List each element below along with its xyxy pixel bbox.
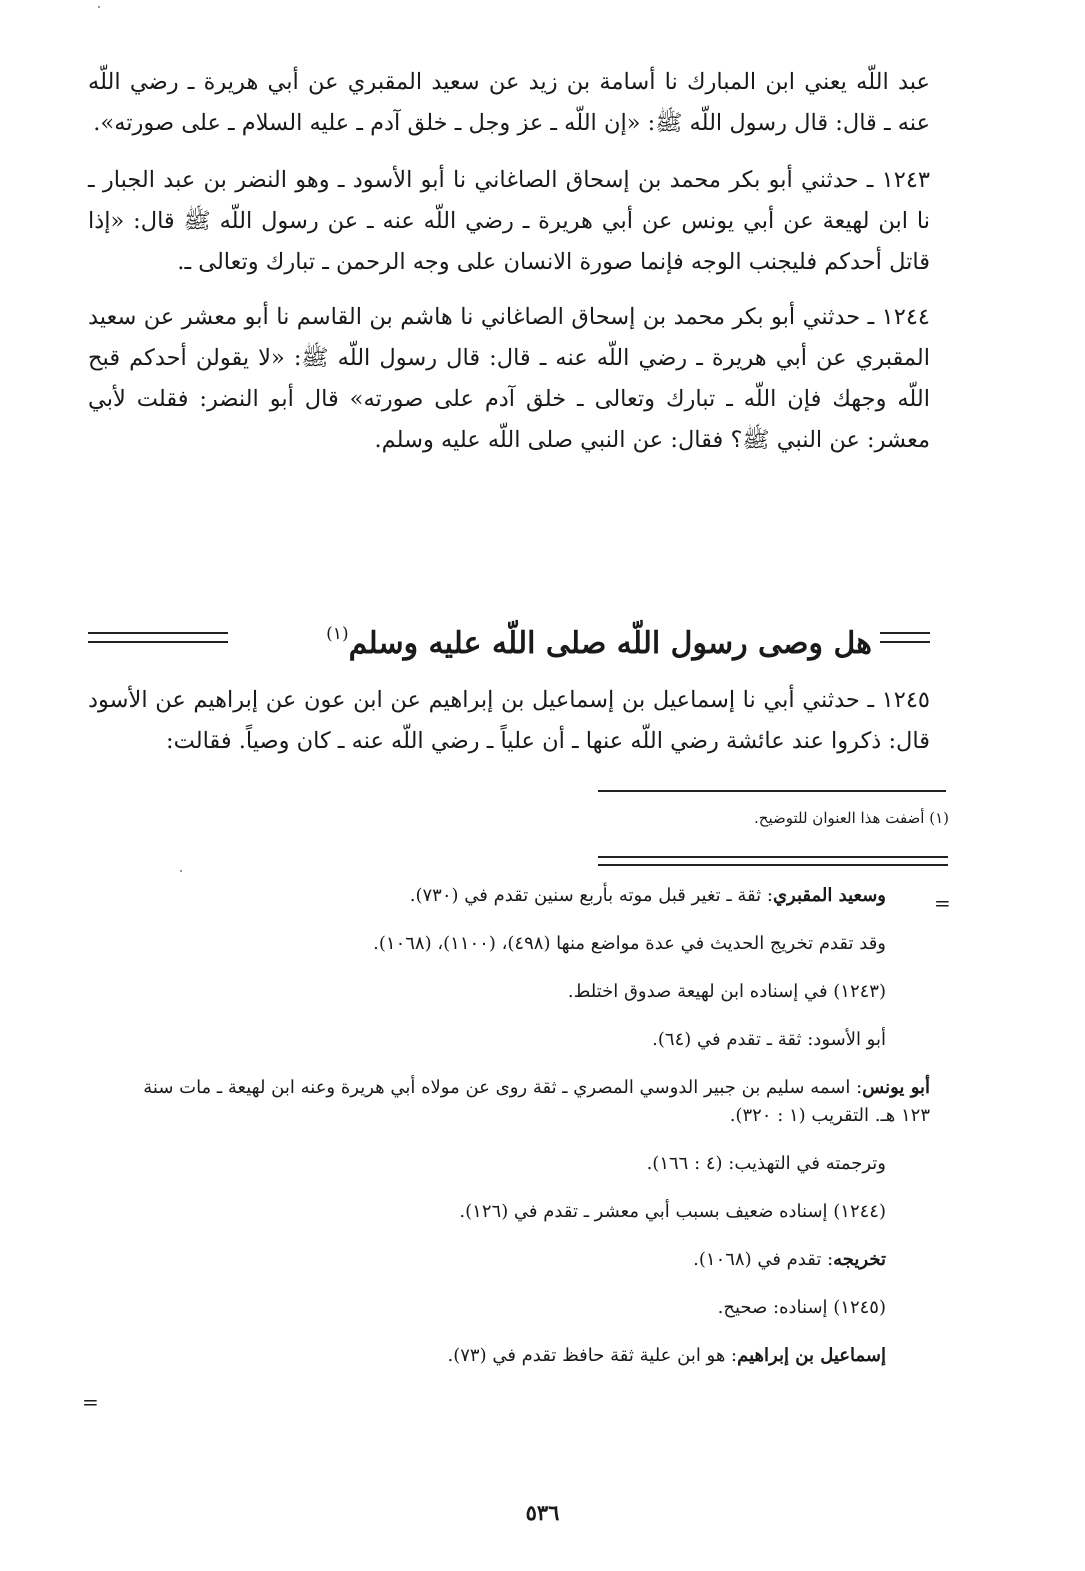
- note-label: أبو يونس: [862, 1077, 930, 1098]
- chapter-footnote-ref: (١): [326, 624, 349, 644]
- note-text: (١٢٤٥) إسناده: صحيح.: [717, 1297, 886, 1318]
- commentary-notes: [130, 882, 930, 1390]
- note-text: : اسمه سليم بن جبير الدوسي المصري ـ ثقة روى عن مولاه أبي هريرة وعنه ابن لهيعة ـ مات سنة ١٢٣ هـ. التقريب (١ : ٣٢٠).: [143, 1077, 930, 1126]
- chapter-title: [326, 606, 872, 672]
- note-abu-aswad: [130, 1026, 886, 1054]
- note-text: وترجمته في التهذيب: (٤ : ١٦٦).: [646, 1153, 886, 1174]
- heading-rule-left: [88, 632, 228, 643]
- scan-speck: [180, 870, 182, 872]
- hadith-paragraph-1245: ١٢٤٥ ـ حدثني أبي نا إسماعيل بن إسماعيل بن إبراهيم عن ابن عون عن إبراهيم عن الأسود قال: ذكروا عند عائشة رضي اللّه عنها ـ أن علياً ـ رضي اللّه عنه ـ كان وصياً. فقالت:: [88, 687, 930, 754]
- footnote-divider: [598, 790, 946, 792]
- note-text: : ثقة ـ تغير قبل موته بأربع سنين تقدم في (٧٣٠).: [409, 885, 773, 906]
- note-text: (١٢٤٤) إسناده ضعيف بسبب أبي معشر ـ تقدم في (١٢٦).: [459, 1201, 886, 1222]
- note-abu-yunus: [130, 1074, 930, 1130]
- note-label: وسعيد المقبري: [772, 885, 886, 906]
- continuation-mark-bottom: =: [82, 1390, 99, 1414]
- note-text: أبو الأسود: ثقة ـ تقدم في (٦٤).: [652, 1029, 886, 1050]
- hadith-paragraph-1243: ١٢٤٣ ـ حدثني أبو بكر محمد بن إسحاق الصاغاني نا أبو الأسود ـ وهو النضر بن عبد الجبار ـ نا ابن لهيعة عن أبي يونس عن أبي هريرة ـ رضي اللّه عنه ـ عن رسول اللّه ﷺ قال: «إذا قاتل أحدكم فليجنب الوجه فإنما صورة الانسان على وجه الرحمن ـ تبارك وتعالى ـ.: [88, 167, 930, 275]
- chapter-heading: [88, 606, 930, 664]
- main-text-continued: [88, 680, 930, 776]
- scan-speck: [98, 6, 100, 8]
- note-said-maqburi: [130, 882, 886, 910]
- note-text: : هو ابن علية ثقة حافظ تقدم في (٧٣).: [447, 1345, 738, 1366]
- note-ismail: [130, 1342, 886, 1370]
- heading-rule-right: [880, 632, 930, 643]
- note-1243: [130, 978, 886, 1006]
- note-1245: [130, 1294, 886, 1322]
- note-takhrij: [130, 1246, 886, 1274]
- note-text: : تقدم في (١٠٦٨).: [693, 1249, 834, 1270]
- note-label: تخريجه: [833, 1249, 886, 1270]
- hadith-paragraph-continued: عبد اللّه يعني ابن المبارك نا أسامة بن زيد عن سعيد المقبري عن أبي هريرة ـ رضي اللّه عنه ـ قال: قال رسول اللّه ﷺ: «إن اللّه ـ عز وجل ـ خلق آدم ـ عليه السلام ـ على صورته».: [88, 69, 930, 136]
- note-1244: [130, 1198, 886, 1226]
- note-text: وقد تقدم تخريج الحديث في عدة مواضع منها (٤٩٨)، (١١٠٠)، (١٠٦٨).: [373, 933, 886, 954]
- note-takhrij-refs: [130, 930, 886, 958]
- chapter-title-text: هل وصى رسول اللّه صلى اللّه عليه وسلم: [348, 626, 872, 661]
- note-tahdhib: [130, 1150, 886, 1178]
- notes-divider: [598, 856, 948, 866]
- main-text: [88, 62, 930, 475]
- continuation-mark-top: =: [934, 891, 951, 915]
- hadith-paragraph-1244: ١٢٤٤ ـ حدثني أبو بكر محمد بن إسحاق الصاغاني نا هاشم بن القاسم نا أبو معشر عن سعيد المقبري عن أبي هريرة ـ رضي اللّه عنه ـ قال: قال رسول اللّه ﷺ: «لا يقولن أحدكم قبح اللّه وجهك فإن اللّه ـ تبارك وتعالى ـ خلق آدم على صورته» قال أبو النضر: فقلت لأبي معشر: عن النبي ﷺ؟ فقال: عن النبي صلى اللّه عليه وسلم.: [88, 304, 930, 453]
- page-number: ٥٣٦: [525, 1500, 560, 1525]
- note-text: (١٢٤٣) في إسناده ابن لهيعة صدوق اختلط.: [567, 981, 886, 1002]
- note-label: إسماعيل بن إبراهيم: [737, 1345, 886, 1366]
- footnote: (١) أضفت هذا العنوان للتوضيح.: [754, 809, 949, 827]
